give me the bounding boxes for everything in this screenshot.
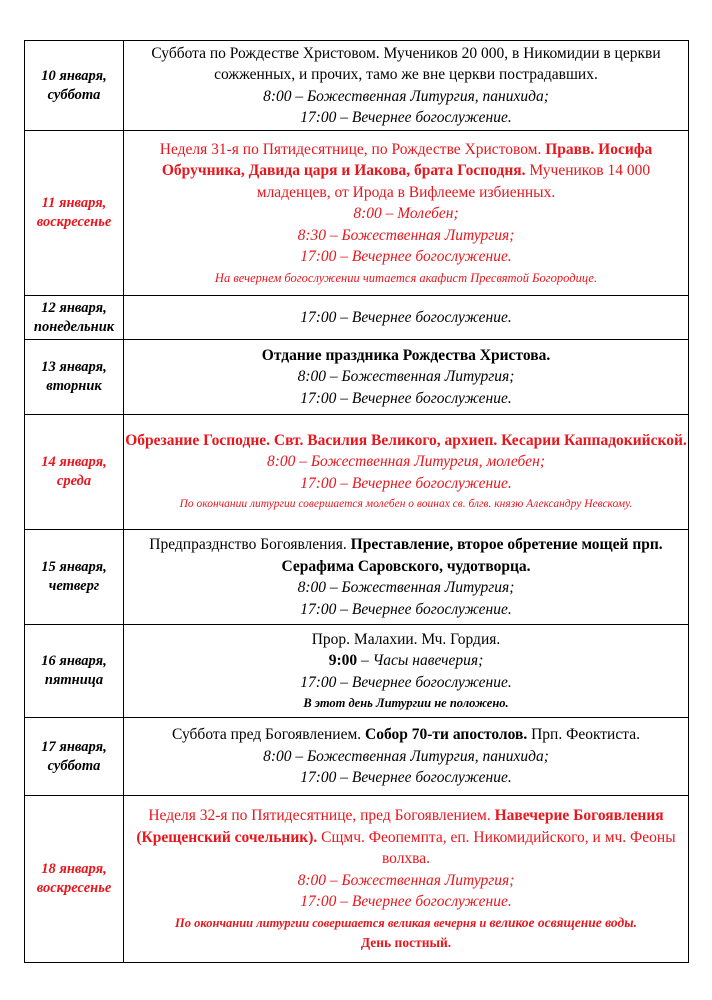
service-time: 8:30 – Божественная Литургия;	[297, 226, 515, 244]
service-label: – Часы навечерия;	[357, 652, 484, 670]
service-time: 17:00 – Вечернее богослужение.	[300, 109, 512, 126]
service-time: 8:00 – Божественная Литургия, панихида;	[263, 87, 549, 105]
service-time: 17:00 – Вечернее богослужение.	[300, 600, 512, 618]
feast-description: Прор. Малахии. Мч. Гордия.	[311, 630, 501, 648]
services-cell	[124, 296, 689, 340]
service-note: На вечернем богослужении читается акафист Пресвятой Богородице.	[214, 270, 598, 285]
date-label: 11 января,	[41, 195, 107, 211]
service-time: 8:00 – Божественная Литургия, молебен;	[266, 453, 546, 471]
date-cell	[25, 131, 124, 296]
service-time: 17:00 – Вечернее богослужение.	[300, 673, 512, 691]
weekday-label: воскресенье	[36, 214, 112, 230]
day-row-15	[25, 530, 689, 625]
forefeast-title: Предпразднство Богоявления.	[149, 536, 347, 553]
feast-description	[124, 724, 688, 746]
date-cell	[25, 718, 124, 796]
date-label: 16 января,	[41, 653, 107, 669]
weekday-label: среда	[56, 473, 92, 489]
service-note: По окончании литургии совершается молебен о воинах св. блгв. князю Александру Невскому.	[179, 498, 633, 511]
feast-title: Обрезание Господне. Свт. Василия Великого, архиеп. Кесарии Каппадокийской.	[125, 431, 687, 449]
service-time: 8:00 – Божественная Литургия;	[297, 579, 515, 596]
date-label: 13 января,	[41, 359, 107, 375]
date-cell	[25, 796, 124, 963]
weekday-label: вторник	[46, 378, 102, 394]
service-time: 8:00 – Божественная Литургия;	[297, 368, 515, 386]
day-row-12	[25, 296, 689, 340]
saints-title: Правв. Иосифа Обручника, Давида царя и Иакова, брата Господня.	[161, 140, 653, 179]
services-cell	[124, 625, 689, 718]
service-time: 17:00 – Вечернее богослужение.	[300, 474, 512, 492]
date-label: 12 января,	[41, 299, 107, 316]
day-row-13	[25, 340, 689, 415]
saint-title: Прп. Феоктиста.	[531, 726, 640, 744]
date-label: 15 января,	[41, 559, 107, 575]
service-time: 17:00 – Вечернее богослужение.	[300, 893, 512, 911]
services-cell	[124, 796, 689, 963]
weekday-label: понедельник	[33, 318, 115, 335]
weekday-label: суббота	[47, 86, 101, 103]
service-time: 17:00 – Вечернее богослужение.	[300, 769, 512, 787]
date-cell	[25, 296, 124, 340]
service-time: 17:00 – Вечернее богослужение.	[300, 248, 512, 265]
date-label: 17 января,	[41, 738, 107, 755]
services-cell	[124, 415, 689, 530]
service-time: 8:00 – Молебен;	[353, 205, 459, 222]
service-note	[124, 913, 688, 933]
fasting-note: День постный.	[360, 934, 452, 950]
schedule-table	[24, 40, 689, 963]
service-time	[124, 650, 688, 672]
date-cell	[25, 41, 124, 131]
day-row-18	[25, 796, 689, 963]
service-time: 8:00 – Божественная Литургия, панихида;	[263, 747, 549, 765]
services-cell	[124, 718, 689, 796]
services-cell	[124, 340, 689, 415]
service-hour: 9:00	[328, 652, 358, 670]
day-row-14	[25, 415, 689, 530]
feast-description: Суббота по Рождестве Христовом. Мучеников 20 000, в Никомидии в церкви сожженных, и прочих, тамо же вне церкви пострадавших.	[151, 44, 661, 83]
service-time: 17:00 – Вечернее богослужение.	[300, 389, 512, 407]
date-cell	[25, 415, 124, 530]
day-row-10	[25, 41, 689, 131]
note-text: По окончании литургии совершается великая вечерня и	[175, 915, 487, 930]
feast-description	[149, 536, 662, 575]
service-time: 17:00 – Вечернее богослужение.	[300, 308, 512, 326]
martyrs-title: Сщмч. Феопемпта, еп. Никомидийского, и мч. Феоны волхва.	[321, 828, 676, 868]
weekday-label: суббота	[47, 757, 101, 774]
saturday-title: Суббота пред Богоявлением.	[172, 726, 362, 744]
services-cell	[124, 131, 689, 296]
weekday-label: четверг	[48, 578, 100, 594]
day-row-17	[25, 718, 689, 796]
sunday-title: Неделя 32-я по Пятидесятнице, пред Богоявлением.	[148, 807, 491, 825]
feast-title: Отдание праздника Рождества Христова.	[261, 346, 551, 364]
weekday-label: воскресенье	[36, 880, 112, 896]
note-emphasis: великое освящение воды.	[489, 914, 637, 930]
date-label: 18 января,	[41, 861, 107, 877]
service-time: 8:00 – Божественная Литургия;	[297, 871, 515, 889]
martyrs-title: Мучеников 14 000 младенцев, от Ирода в Вифлееме избиенных.	[256, 162, 651, 201]
apostles-title: Собор 70-ти апостолов.	[365, 726, 528, 744]
date-cell	[25, 340, 124, 415]
services-cell	[124, 530, 689, 625]
services-cell	[124, 41, 689, 131]
date-cell	[25, 530, 124, 625]
day-row-16	[25, 625, 689, 718]
feast-description	[136, 807, 675, 867]
date-cell	[25, 625, 124, 718]
saint-title: Преставление, второе обретение мощей прп. Серафима Саровского, чудотворца.	[281, 536, 663, 575]
date-label: 14 января,	[41, 454, 107, 470]
sunday-title: Неделя 31-я по Пятидесятнице, по Рождестве Христовом.	[159, 140, 542, 158]
eve-title: Навечерие Богоявления (Крещенский сочельник).	[136, 807, 664, 846]
feast-description	[160, 141, 653, 201]
weekday-label: пятница	[44, 672, 104, 688]
day-row-11	[25, 131, 689, 296]
date-label: 10 января,	[41, 67, 107, 84]
service-note: В этот день Литургии не положено.	[303, 696, 509, 711]
